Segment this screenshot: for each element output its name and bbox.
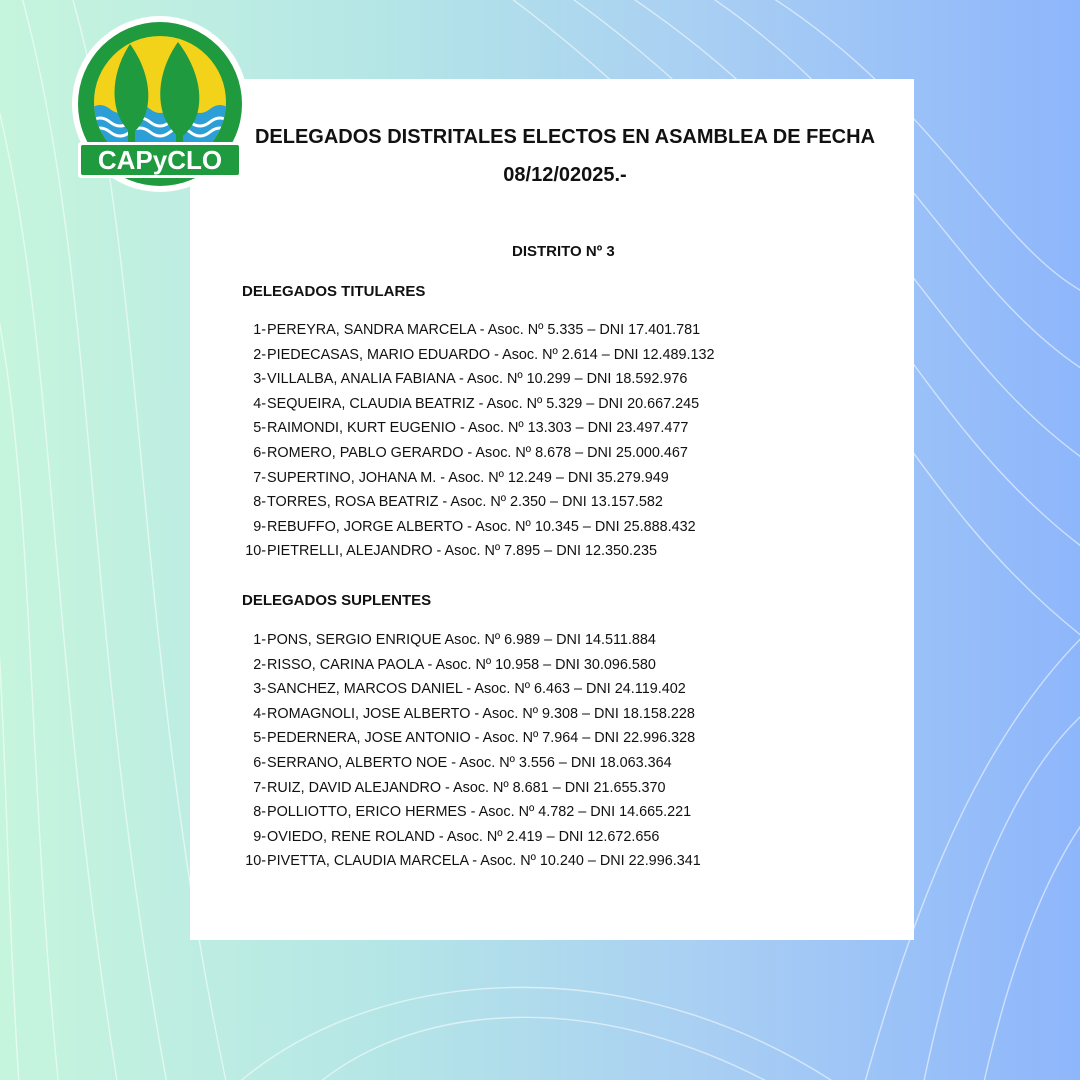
list-item: 5-PEDERNERA, JOSE ANTONIO - Asoc. Nº 7.964 – DNI 22.996.328 <box>253 730 696 747</box>
list-item: 4-ROMAGNOLI, JOSE ALBERTO - Asoc. Nº 9.308 – DNI 18.158.228 <box>253 705 695 722</box>
list-item: 6-ROMERO, PABLO GERARDO - Asoc. Nº 8.678 – DNI 25.000.467 <box>253 444 688 461</box>
title-line-2: 08/12/02025.- <box>503 164 627 186</box>
list-item: 8-POLLIOTTO, ERICO HERMES - Asoc. Nº 4.782 – DNI 14.665.221 <box>253 804 692 821</box>
title-line-1: DELEGADOS DISTRITALES ELECTOS EN ASAMBLEA DE FECHA <box>254 126 876 148</box>
suplentes-heading: DELEGADOS SUPLENTES <box>242 592 432 609</box>
list-item: 1-PONS, SERGIO ENRIQUE Asoc. Nº 6.989 – DNI 14.511.884 <box>253 632 656 648</box>
list-item: 7-RUIZ, DAVID ALEJANDRO - Asoc. Nº 8.681 – DNI 21.655.370 <box>253 779 666 796</box>
district-label: DISTRITO Nº 3 <box>512 243 615 260</box>
list-item: 9-OVIEDO, RENE ROLAND - Asoc. Nº 2.419 – DNI 12.672.656 <box>253 828 660 845</box>
list-item: 3-SANCHEZ, MARCOS DANIEL - Asoc. Nº 6.463 – DNI 24.119.402 <box>253 681 686 698</box>
suplentes-list <box>242 628 701 874</box>
list-item: 4-SEQUEIRA, CLAUDIA BEATRIZ - Asoc. Nº 5.329 – DNI 20.667.245 <box>253 395 700 412</box>
document-title <box>250 118 880 194</box>
list-item: 10-PIVETTA, CLAUDIA MARCELA - Asoc. Nº 10.240 – DNI 22.996.341 <box>245 853 701 870</box>
list-item: 10-PIETRELLI, ALEJANDRO - Asoc. Nº 7.895 – DNI 12.350.235 <box>245 543 657 560</box>
list-item: 6-SERRANO, ALBERTO NOE - Asoc. Nº 3.556 – DNI 18.063.364 <box>253 754 672 771</box>
list-item: 2-PIEDECASAS, MARIO EDUARDO - Asoc. Nº 2.614 – DNI 12.489.132 <box>253 346 715 363</box>
list-item: 2-RISSO, CARINA PAOLA - Asoc. Nº 10.958 – DNI 30.096.580 <box>253 656 656 673</box>
list-item: 8-TORRES, ROSA BEATRIZ - Asoc. Nº 2.350 – DNI 13.157.582 <box>253 494 663 511</box>
titulares-list <box>242 318 715 564</box>
list-item: 9-REBUFFO, JORGE ALBERTO - Asoc. Nº 10.345 – DNI 25.888.432 <box>253 518 696 535</box>
list-item: 5-RAIMONDI, KURT EUGENIO - Asoc. Nº 13.303 – DNI 23.497.477 <box>253 420 689 437</box>
titulares-heading: DELEGADOS TITULARES <box>242 283 426 300</box>
logo-text: CAPyCLO <box>97 145 223 175</box>
capyclo-logo <box>70 14 250 194</box>
list-item: 3-VILLALBA, ANALIA FABIANA - Asoc. Nº 10.299 – DNI 18.592.976 <box>253 371 688 388</box>
list-item: 7-SUPERTINO, JOHANA M. - Asoc. Nº 12.249 – DNI 35.279.949 <box>253 469 669 486</box>
list-item: 1-PEREYRA, SANDRA MARCELA - Asoc. Nº 5.335 – DNI 17.401.781 <box>253 322 701 338</box>
